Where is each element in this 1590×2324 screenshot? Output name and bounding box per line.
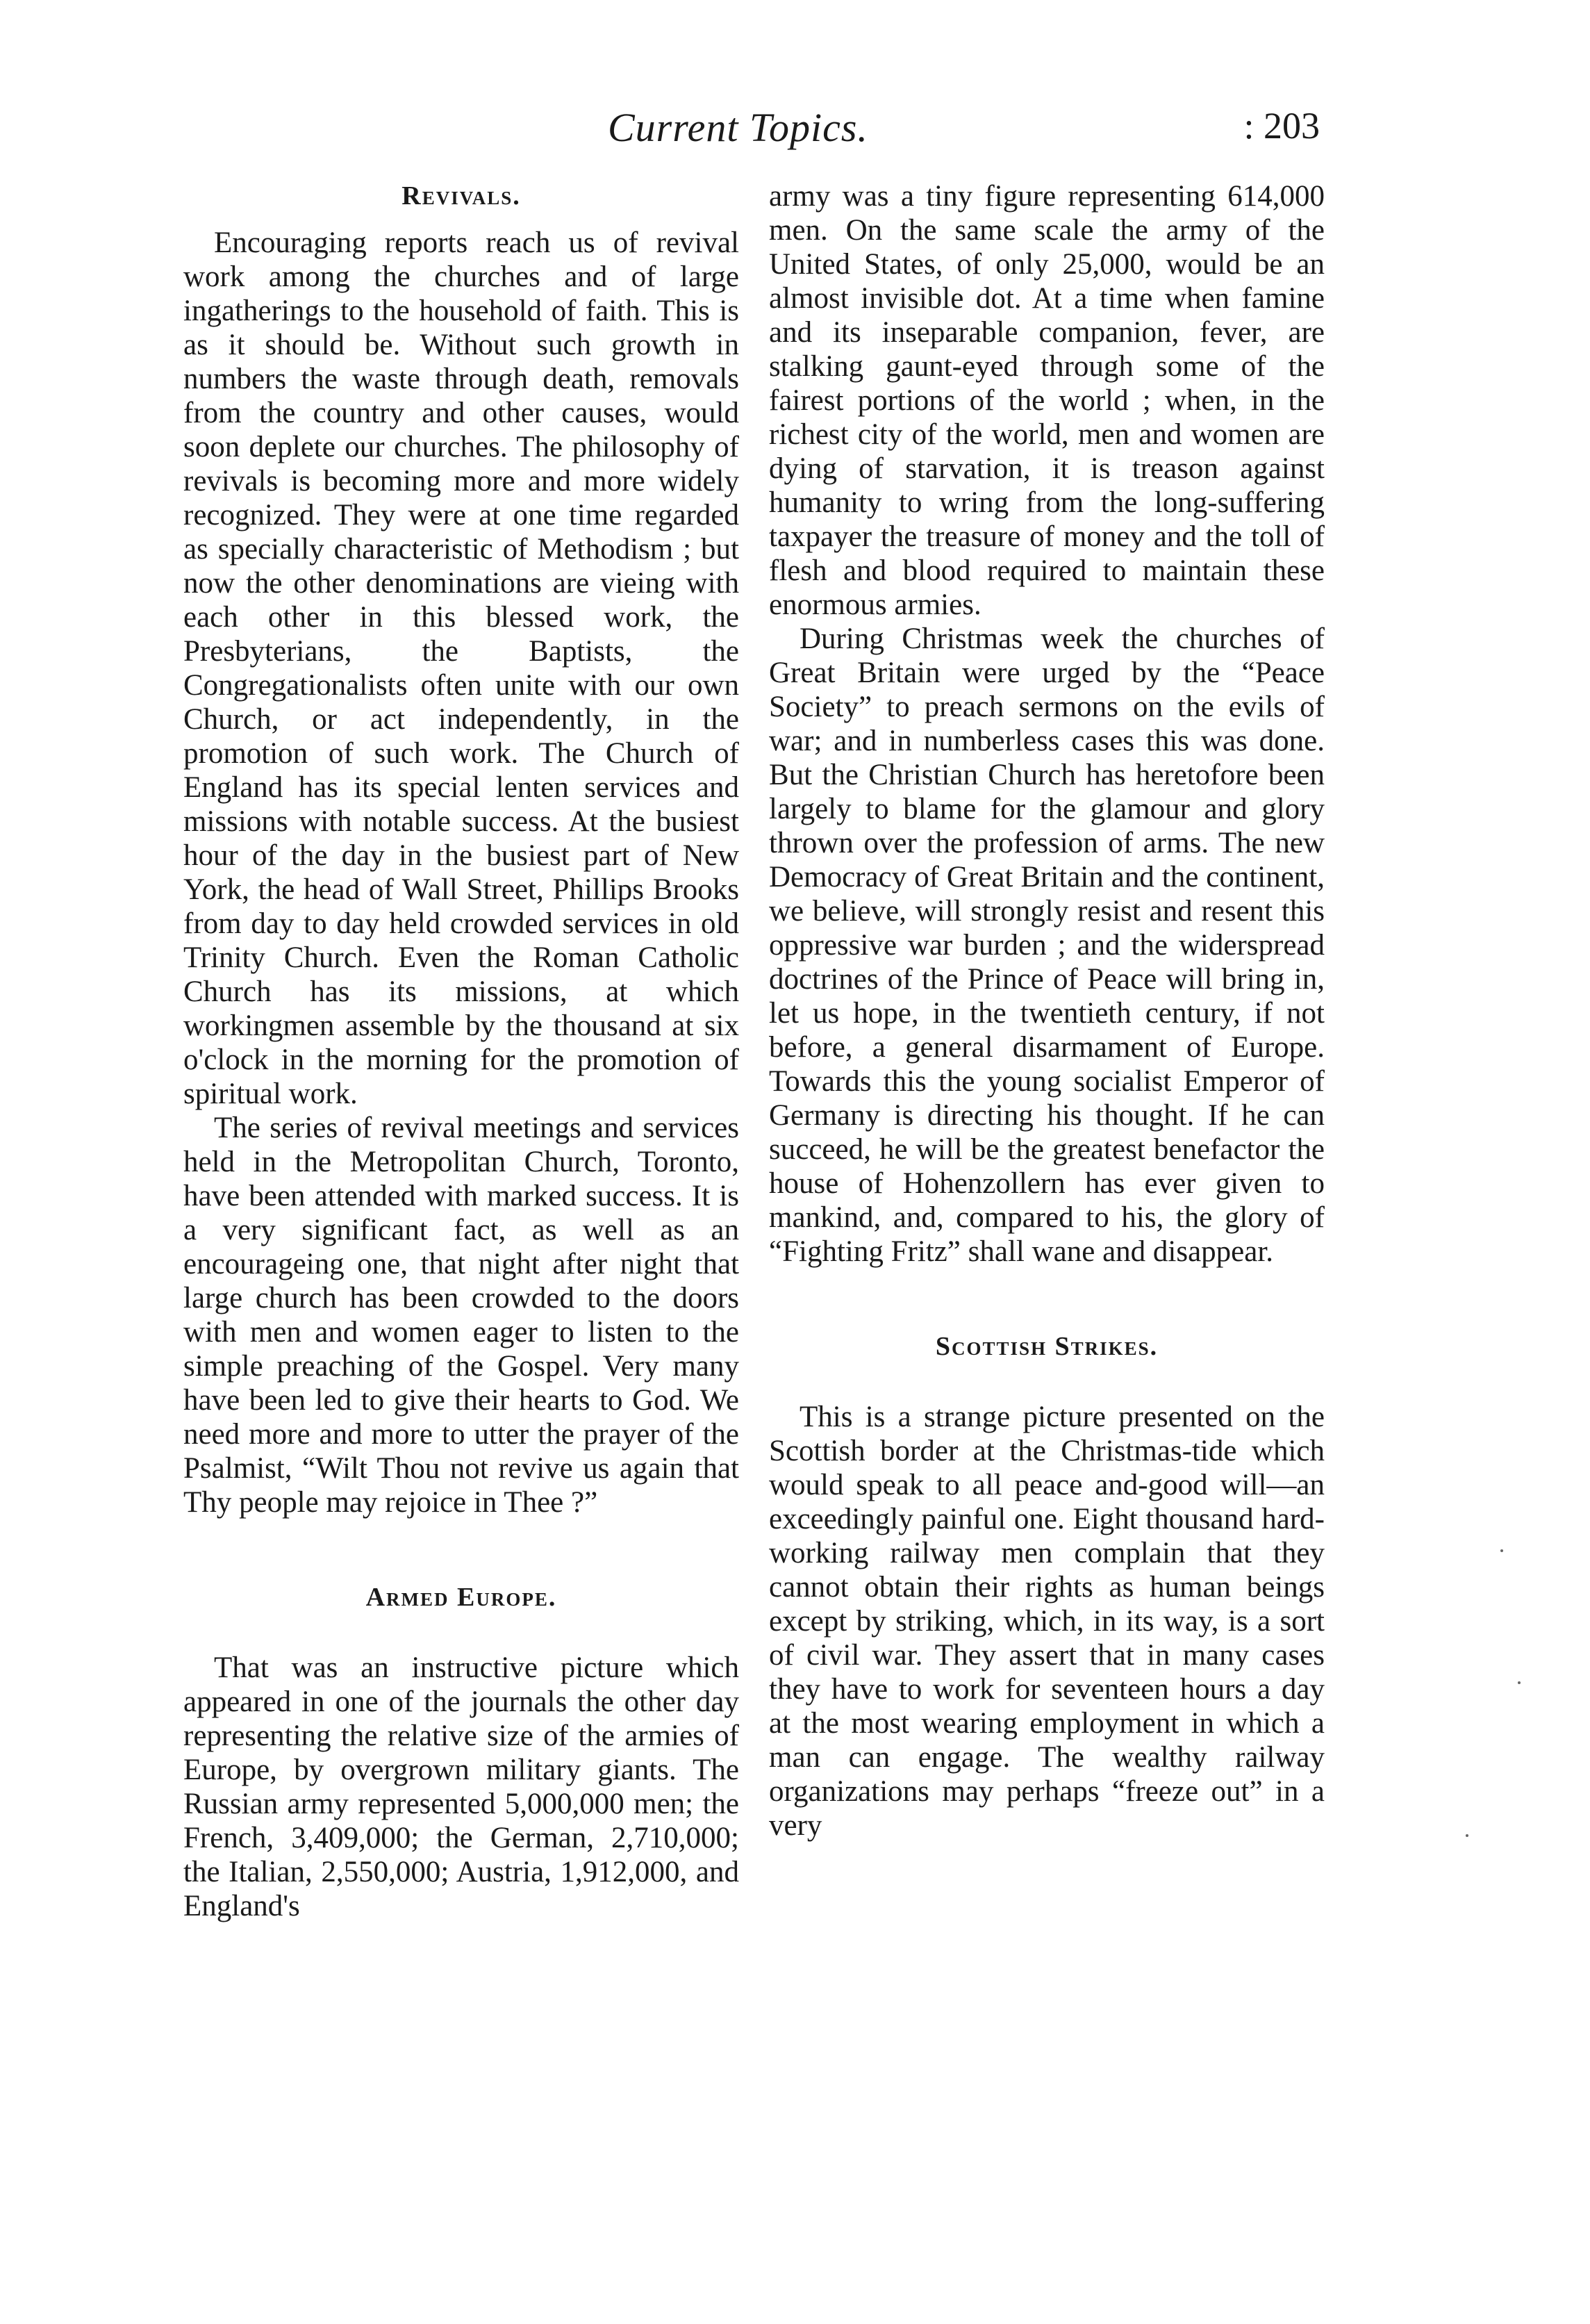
paragraph-peace-society: During Christmas week the churches of Great Britain were urged by the “Peace Society” to preach sermons on the evils of war; and in numberless cases this was done. But the Christian Church has heretofore been largely to blame for the glamour and glory thrown over the profession of arms. The new Democracy of Great Britain and the continent, we believe, will strongly resist and resent this oppressive war burden ; and the widerspread doctrines of the Prince of Peace will bring in, let us hope, in the twentieth century, if not before, a general disarmament of Europe. Towards this the young socialist Emperor of Germany is directing his thought. If he can succeed, he will be the greatest benefactor the house of Hohenzollern has ever given to mankind, and, compared to his, the glory of “Fighting Fritz” shall wane and disappear. [769,623,1325,1268]
paragraph-revivals-2: The series of revival meetings and services held in the Metropolitan Church, Toronto, have been attended with marked success. It is a very significant fact, as well as an encourageing one, that night after night that large church has been crowded to the doors with men and women eager to listen to the simple preaching of the Gospel. Very many have been led to give their hearts to God. We need more and more to utter the prayer of the Psalmist, “Wilt Thou not revive us again that Thy people may rejoice in Thee ?” [183,1112,739,1519]
right-column [769,179,1325,1843]
paragraph-scottish-strikes-1: This is a strange picture presented on the Scottish border at the Christmas-tide which would speak to all peace and-good will—an exceedingly painful one. Eight thousand hard-working railway men complain that they cannot obtain their rights as human beings except by striking, which, in its way, is a sort of civil war. They assert that in many cases they have to work for seventeen hours a day at the most wearing employment in which a man can engage. The wealthy railway organizations may perhaps “freeze out” in a very [769,1401,1325,1842]
section-heading-armed-europe: Armed Europe. [365,1583,557,1612]
print-speck [1518,1681,1521,1684]
print-speck [1500,1549,1503,1552]
section-heading-revivals: Revivals. [401,181,521,211]
paragraph-armed-europe-1: That was an instructive picture which appeared in one of the journals the other day representing the relative size of the armies of Europe, by overgrown military giants. The Russian army represented 5,000,000 men; the French, 3,409,000; the German, 2,710,000; the Italian, 2,550,000; Austria, 1,912,000, and England's [183,1651,739,1922]
print-speck [1466,1834,1468,1837]
section-heading-scottish-strikes: Scottish Strikes. [935,1332,1159,1361]
running-title: Current Topics. [608,105,868,150]
paragraph-armed-europe-continued: army was a tiny figure representing 614,000 men. On the same scale the army of the United States, of only 25,000, would be an almost invisible dot. At a time when famine and its inseparable companion, fever, are stalking gaunt-eyed through some of the fairest portions of the world ; when, in the richest city of the world, men and women are dying of starvation, it is treason against humanity to wring from the long-suffering taxpayer the treasure of money and the toll of flesh and blood required to maintain these enormous armies. [769,180,1325,621]
paragraph-revivals-1: Encouraging reports reach us of revival work among the churches and of large ingatherings to the household of faith. This is as it should be. Without such growth in numbers the waste through death, removals from the country and other causes, would soon deplete our churches. The philosophy of revivals is becoming more and more widely recognized. They were at one time regarded as specially characteristic of Methodism ; but now the other denominations are vieing with each other in this blessed work, the Presbyterians, the Baptists, the Congregationalists often unite with our own Church, or act independently, in the promotion of such work. The Church of England has its special lenten services and missions with notable success. At the busiest hour of the day in the busiest part of New York, the head of Wall Street, Phillips Brooks from day to day held crowded services in old Trinity Church. Even the Roman Catholic Church has its missions, at which workingmen assemble by the thousand at six o'clock in the morning for the promotion of spiritual work. [183,226,739,1110]
page-number: : 203 [1243,105,1320,147]
page-header [167,104,1320,153]
left-column [183,179,739,1923]
